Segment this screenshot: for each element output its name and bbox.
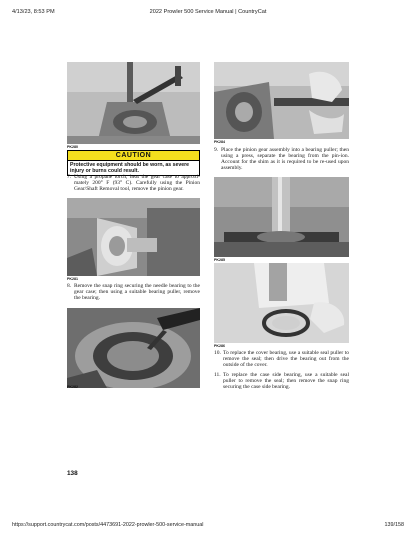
step-8	[67, 283, 200, 301]
caution-text: Protective equipment should be worn, as severe injury or burns could result.	[70, 162, 190, 175]
step-10	[214, 350, 349, 368]
document-title: 2022 Prowler 500 Service Manual | CountryCat	[149, 9, 267, 15]
photo-snap-ring-removal	[67, 308, 200, 388]
step-8-text: Remove the snap ring securing the needle bearing to the gear case; then using a suitable bearing puller, remove the bearing.	[74, 283, 200, 302]
figure-id-4: PK284	[214, 140, 225, 144]
figure-id-5: PK285	[214, 258, 225, 262]
photo-press-separation	[214, 177, 349, 257]
print-datetime: 4/13/23, 8:53 PM	[12, 9, 55, 15]
photo-pinion-gear	[67, 198, 200, 276]
print-url: https://support.countrycat.com/posts/4473691-2022-prowler-500-service-manual	[12, 522, 204, 528]
step-9	[214, 147, 349, 171]
step-11-number: 11.	[214, 372, 221, 378]
figure-id-6: PK286	[214, 344, 225, 348]
figure-id-1: PK280	[67, 145, 78, 149]
step-9-number: 9.	[214, 147, 219, 153]
step-11-text: To replace the case side bearing, use a suitable seal puller to remove the seal; then remove the snap ring securing the case side bearing.	[223, 372, 349, 391]
step-10-number: 10.	[214, 350, 221, 356]
step-7-text: Using a propane torch, heat the gear case to approxi-mately 200° F (93° C). Carefully using the Pinion Gear/Shaft Removal tool, remove the pinion gear.	[74, 174, 200, 193]
caution-box	[67, 150, 200, 176]
figure-id-2: PK281	[67, 277, 78, 281]
step-7	[67, 174, 200, 192]
photo-wrench-gear-case	[67, 62, 200, 144]
step-8-number: 8.	[67, 283, 72, 289]
caution-title: CAUTION	[68, 151, 199, 161]
page-number: 138	[67, 470, 78, 477]
figure-id-3: PK282	[67, 385, 78, 389]
step-9-text: Place the pinion gear assembly into a bearing puller; then using a press, separate the bearing from the pin-ion. Account for the shim as it is required to be re-used upon assembly.	[221, 147, 349, 172]
step-7-number: 7.	[67, 174, 72, 180]
step-11	[214, 372, 349, 390]
step-10-text: To replace the cover bearing, use a suitable seal puller to remove the seal; then drive the bearing out from the outside of the cover.	[223, 350, 349, 369]
print-page-count: 139/158	[384, 522, 404, 528]
photo-bearing-puller	[214, 62, 349, 139]
photo-cover-seal	[214, 263, 349, 343]
